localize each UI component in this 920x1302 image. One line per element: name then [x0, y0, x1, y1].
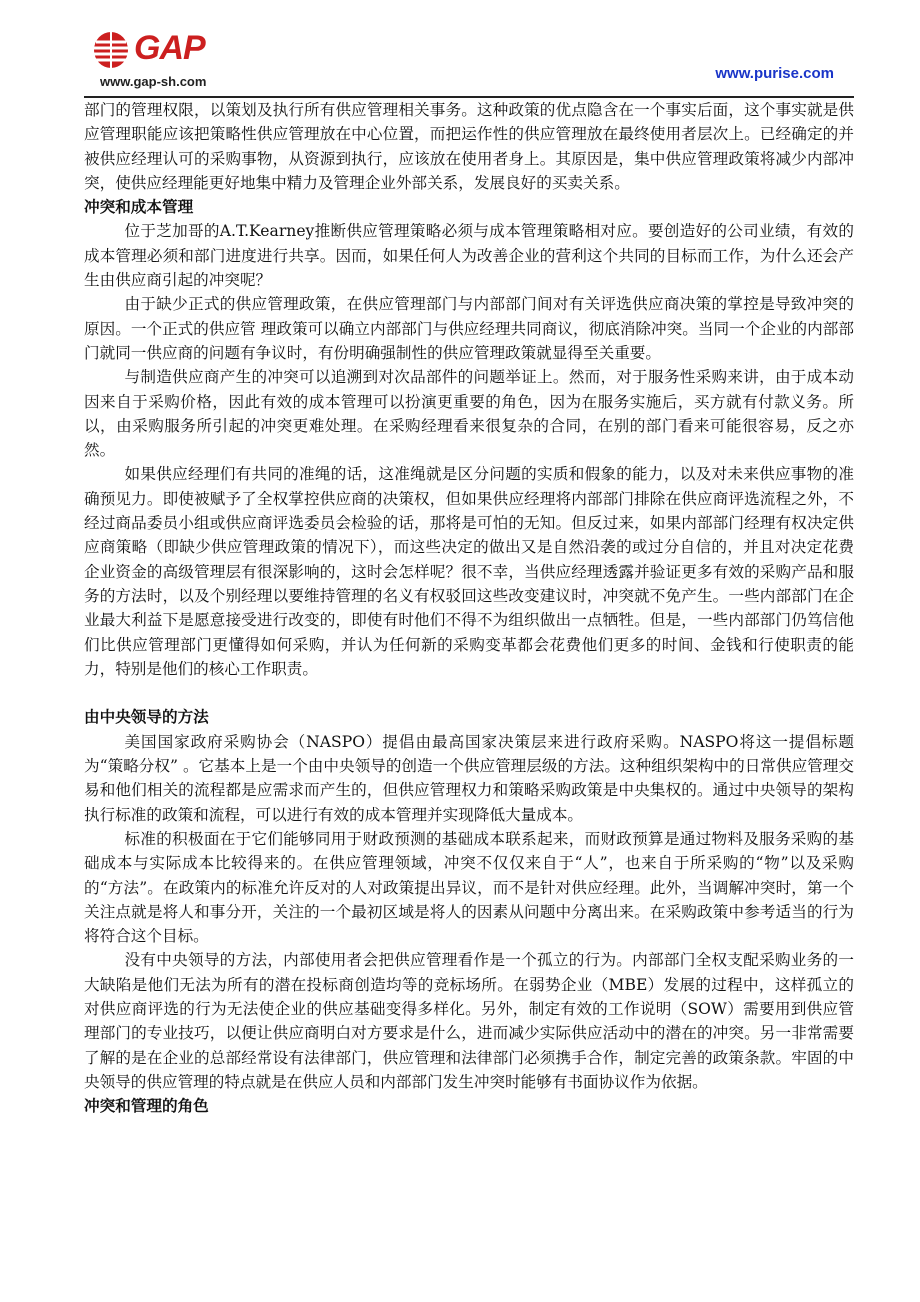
paragraph: 美国国家政府采购协会（NASPO）提倡由最高国家决策层来进行政府采购。NASPO将这一提倡标题为“策略分权” 。它基本上是一个由中央领导的创造一个供应管理层级的方法。这种组织架构中的日常供应管理交易和他们相关的流程都是应需求而产生的，但供应管理权力和策略采购政策是中央集权的。通过中央领导的架构执行标准的政策和流程，可以进行有效的成本管理并实现降低大量成本。 — [84, 732, 854, 824]
logo-url[interactable]: www.gap-sh.com — [100, 74, 207, 89]
gap-logo — [92, 28, 252, 88]
paragraph: 与制造供应商产生的冲突可以追溯到对次品部件的问题举证上。然而，对于服务性采购来讲，由于成本动因来自于采购价格，因此有效的成本管理可以扮演更重要的角色，因为在服务实施后，买方就有付款义务。所以，由采购服务所引起的冲突更难处理。在采购经理看来很复杂的合同，在别的部门看来可能很容易，反之亦然。 — [84, 368, 854, 460]
paragraph: 由于缺少正式的供应管理政策，在供应管理部门与内部部门间对有关评选供应商决策的掌控是导致冲突的原因。一个正式的供应管 理政策可以确立内部部门与供应经理共同商议，彻底消除冲突。当同一个企业的内部部门就同一供应商的问题有争议时，有份明确强制性的供应管理政策就显得至关重要。 — [84, 295, 854, 362]
paragraph: 标准的积极面在于它们能够同用于财政预测的基础成本联系起来，而财政预算是通过物料及服务采购的基础成本与实际成本比较得来的。在供应管理领域，冲突不仅仅来自于“人”，也来自于所采购的“物”以及采购的“方法”。在政策内的标准允许反对的人对政策提出异议，而不是针对供应经理。此外，当调解冲突时，第一个关注点就是将人和事分开，关注的一个最初区域是将人的因素从问题中分离出来。在采购政策中参考适当的行为将符合这个目标。 — [84, 829, 854, 946]
section-heading: 冲突和管理的角色 — [84, 1097, 209, 1116]
globe-logo-icon — [92, 30, 130, 70]
paragraph: 如果供应经理们有共同的准绳的话，这准绳就是区分问题的实质和假象的能力，以及对未来供应事物的准确预见力。即使被赋予了全权掌控供应商的决策权，但如果供应经理将内部部门排除在供应商评选流程之外，不经过商品委员小组或供应商评选委员会检验的话，那将是可怕的无知。但反过来，如果内部部门经理有权决定供应商策略（即缺少供应管理政策的情况下），而这些决定的做出又是自然沿袭的或过分自信的，并且对决定花费企业资金的高级管理层有很深影响的，这时会怎样呢？很不幸，当供应经理透露并验证更多有效的采购产品和服务的方法时，以及个别经理以要维持管理的名义有权驳回这些改变建议时，冲突就不免产生。一些内部部门在企业最大利益下是愿意接受进行改变的，即使有时他们不得不为组织做出一点牺牲。但是，一些内部部门仍笃信他们比供应管理部门更懂得如何采购，并认为任何新的采购变革都会花费他们更多的时间、金钱和行使职责的能力，特别是他们的核心工作职责。 — [84, 465, 854, 678]
paragraph: 没有中央领导的方法，内部使用者会把供应管理看作是一个孤立的行为。内部部门全权支配采购业务的一大缺陷是他们无法为所有的潜在投标商创造均等的竞标场所。在弱势企业（MBE）发展的过程中，这样孤立的对供应商评选的行为无法使企业的供应基础变得多样化。另外，制定有效的工作说明（SOW）需要用到供应管理部门的专业技巧，以便让供应商明白对方要求是什么，进而减少实际供应活动中的潜在的冲突。另一非常需要了解的是在企业的总部经常设有法律部门，供应管理和法律部门必须携手合作，制定完善的政策条款。牢固的中央领导的供应管理的特点就是在供应人员和内部部门发生冲突时能够有书面协议作为依据。 — [84, 951, 854, 1091]
site-url-link[interactable]: www.purise.com — [715, 65, 834, 82]
logo-wordmark: GAP — [134, 29, 205, 67]
paragraph: 位于芝加哥的A.T.Kearney推断供应管理策略必须与成本管理策略相对应。要创造好的公司业绩，有效的成本管理必须和部门进度进行共享。因而，如果任何人为改善企业的营利这个共同的目标而工作，为什么还会产生由供应商引起的冲突呢？ — [84, 222, 854, 290]
document-body — [84, 98, 854, 1118]
blank-line — [84, 681, 854, 705]
section-heading: 冲突和成本管理 — [84, 198, 194, 217]
paragraph: 部门的管理权限，以策划及执行所有供应管理相关事务。这种政策的优点隐含在一个事实后面，这个事实就是供应管理职能应该把策略性供应管理放在中心位置，而把运作性的供应管理放在最终使用者层次上。已经确定的并被供应经理认可的采购事物，从资源到执行，应该放在使用者身上。其原因是，集中供应管理政策将减少内部冲突，使供应经理能更好地集中精力及管理企业外部关系，发展良好的买卖关系。 — [84, 101, 854, 192]
page-header — [0, 0, 920, 100]
section-heading: 由中央领导的方法 — [84, 708, 209, 727]
